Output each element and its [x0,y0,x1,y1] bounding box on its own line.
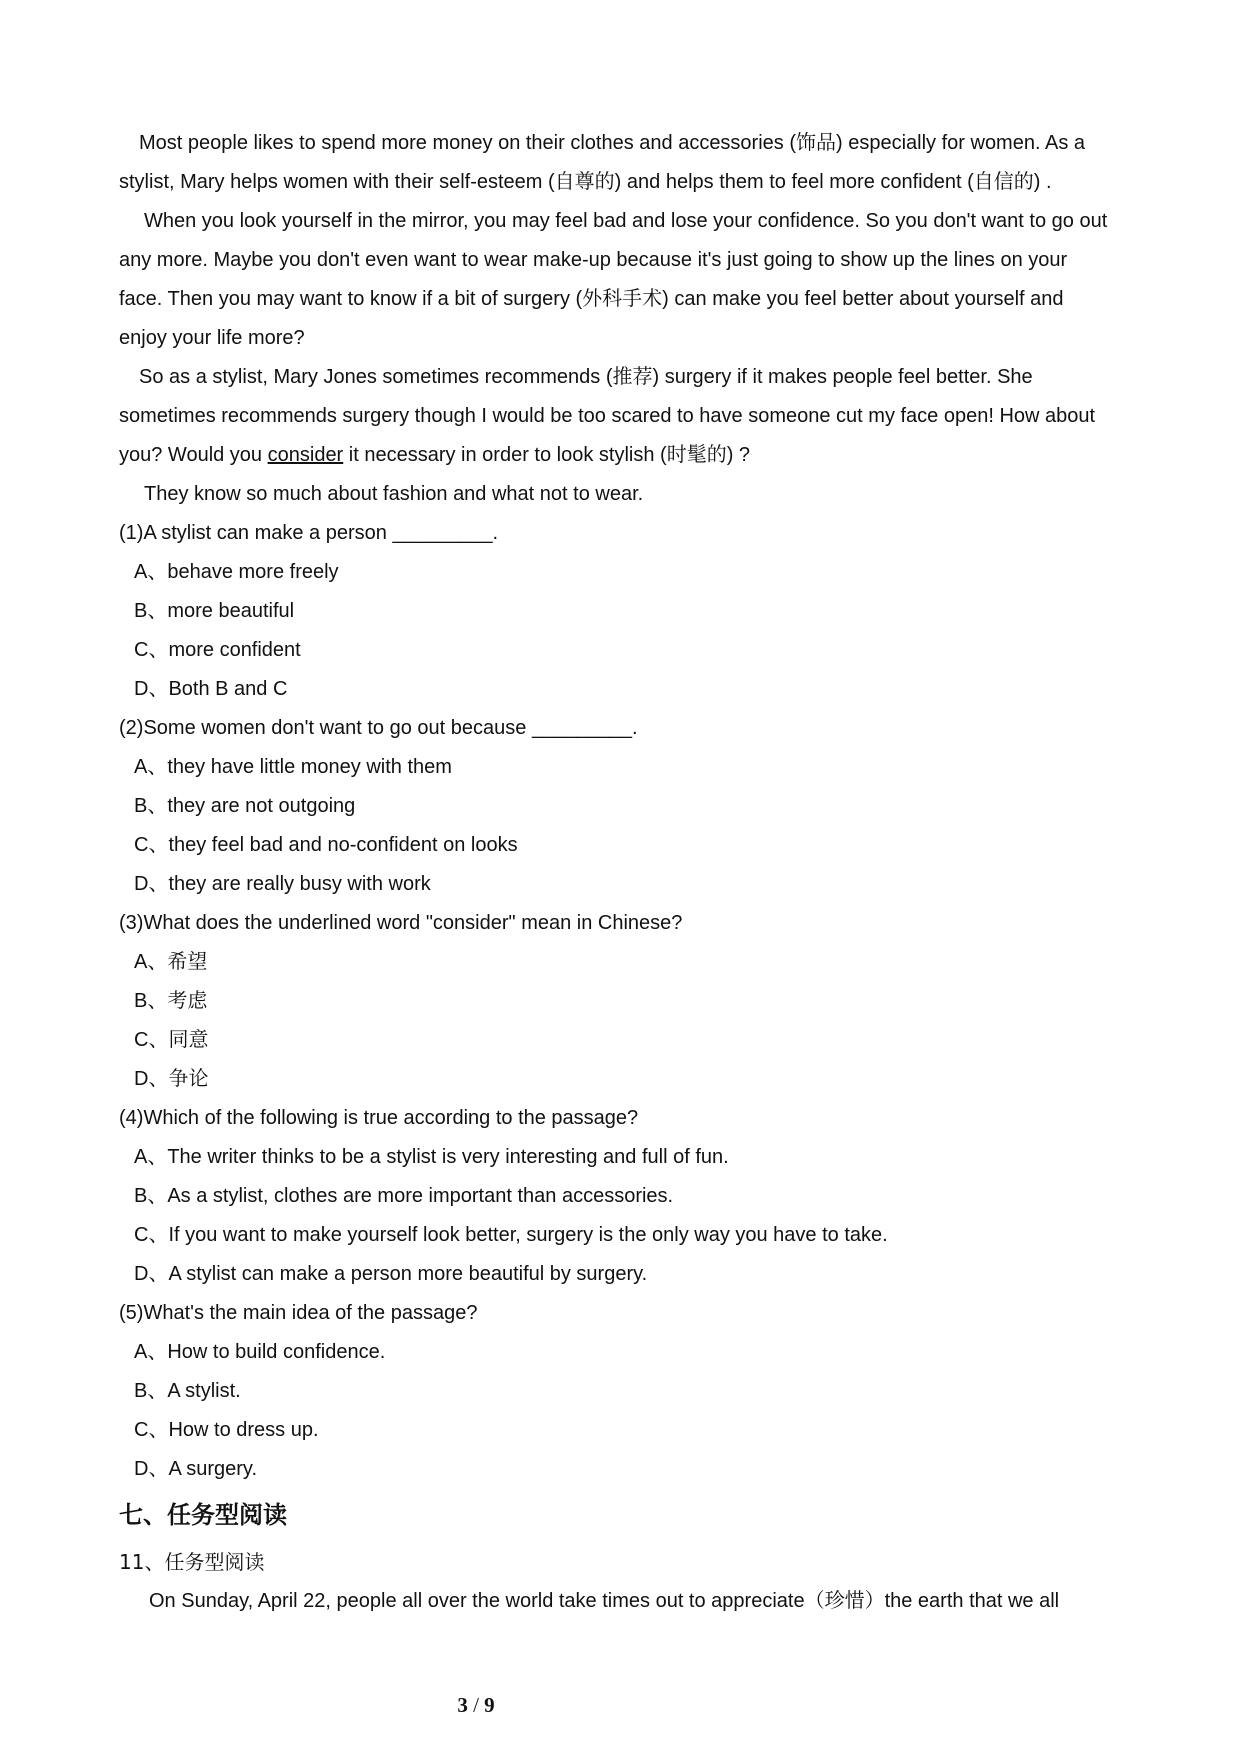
option: A、How to build confidence. [134,1341,386,1363]
option: D、争论 [134,1068,209,1090]
question-1 [119,514,1129,709]
option: D、A stylist can make a person more beautiful by surgery. [134,1263,648,1285]
passage-line: enjoy your life more? [119,327,305,349]
question-2 [119,709,1129,904]
question-stem: (5)What's the main idea of the passage? [119,1302,478,1324]
option: A、they have little money with them [134,756,452,778]
question-number-label: 11、任务型阅读 [119,1550,265,1574]
total-pages: 9 [484,1693,495,1717]
question-stem: (4)Which of the following is true according to the passage? [119,1107,639,1129]
section-heading: 七、任务型阅读 [119,1501,287,1529]
passage-line: face. Then you may want to know if a bit of surgery (外科手术) can make you feel better about yourself and [119,288,1064,310]
passage-text: you? Would you [119,444,268,466]
question-5 [119,1294,1129,1489]
passage-line [119,436,1129,475]
option: B、A stylist. [134,1380,241,1402]
option: D、Both B and C [134,678,288,700]
passage-line: They know so much about fashion and what not to wear. [144,483,644,505]
page-separator: / [473,1693,479,1717]
passage-line: So as a stylist, Mary Jones sometimes recommends (推荐) surgery if it makes people feel better. She [139,366,1033,388]
question-3 [119,904,1129,1099]
question-stem: (1)A stylist can make a person _________. [119,522,499,544]
passage-line: On Sunday, April 22, people all over the world take times out to appreciate（珍惜）the earth that we all [149,1590,1060,1612]
passage-line: When you look yourself in the mirror, you may feel bad and lose your confidence. So you don't want to go out [144,210,1108,232]
option: D、A surgery. [134,1458,257,1480]
passage-line: Most people likes to spend more money on their clothes and accessories (饰品) especially for women. As a [139,132,1085,154]
option: C、they feel bad and no-confident on looks [134,834,518,856]
option: C、more confident [134,639,301,661]
option: C、If you want to make yourself look better, surgery is the only way you have to take. [134,1224,888,1246]
underlined-word: consider [267,444,344,466]
option: C、How to dress up. [134,1419,319,1441]
page-number [0,1693,952,1718]
option: B、As a stylist, clothes are more important than accessories. [134,1185,674,1207]
option: A、The writer thinks to be a stylist is very interesting and full of fun. [134,1146,729,1168]
option: A、希望 [134,951,208,973]
question-stem: (3)What does the underlined word "consider" mean in Chinese? [119,912,683,934]
passage-text: it necessary in order to look stylish (时髦的) ? [343,444,751,466]
current-page: 3 [457,1693,468,1717]
document-page [119,124,1129,1621]
passage-line: any more. Maybe you don't even want to wear make-up because it's just going to show up the lines on your [119,249,1068,271]
passage-line: stylist, Mary helps women with their self-esteem (自尊的) and helps them to feel more confident (自信的) . [119,171,1052,193]
option: D、they are really busy with work [134,873,431,895]
question-4 [119,1099,1129,1294]
option: C、同意 [134,1029,209,1051]
option: B、考虑 [134,990,208,1012]
passage-line: sometimes recommends surgery though I would be too scared to have someone cut my face open! How about [119,405,1096,427]
option: B、they are not outgoing [134,795,356,817]
question-stem: (2)Some women don't want to go out because _________. [119,717,638,739]
option: B、more beautiful [134,600,295,622]
option: A、behave more freely [134,561,339,583]
